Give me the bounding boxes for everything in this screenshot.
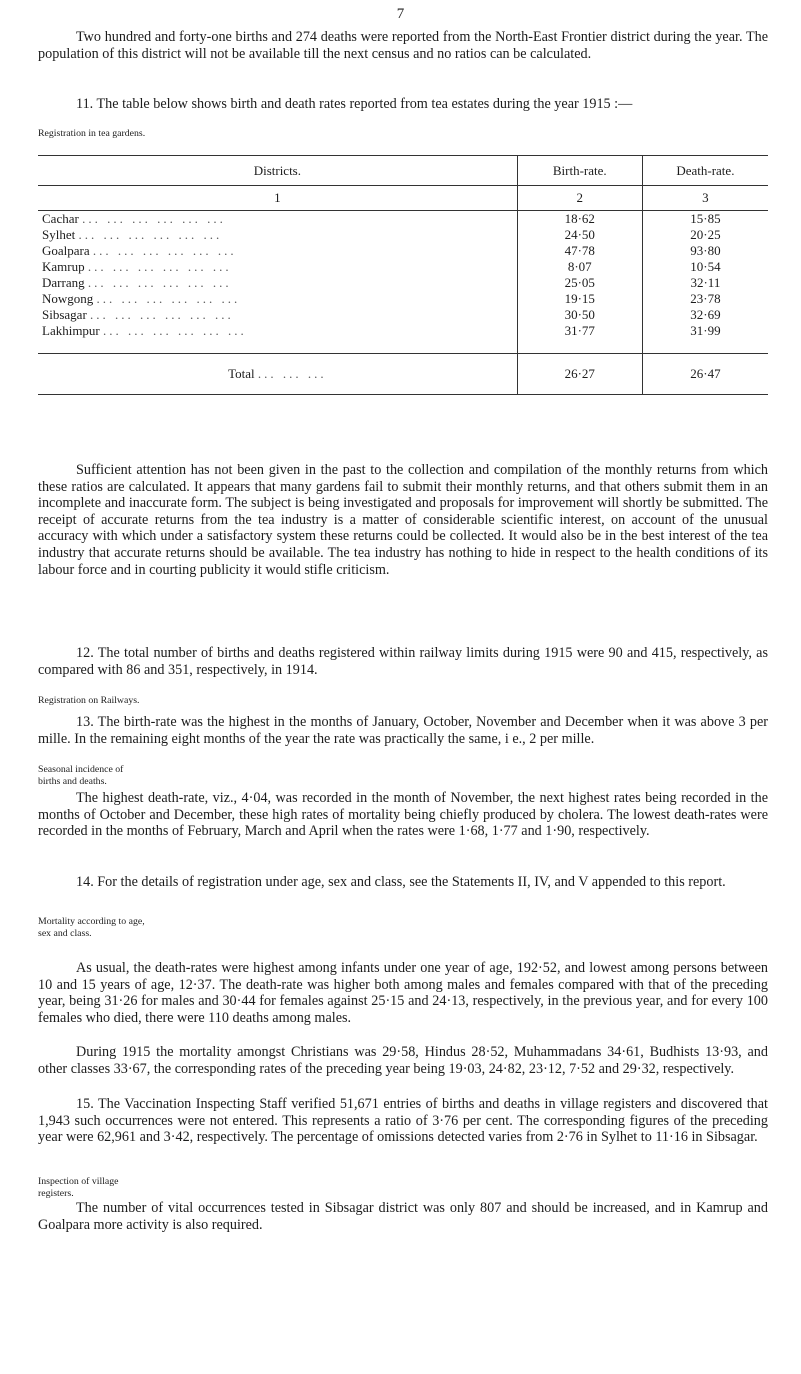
paragraph-12-text: 12. The total number of births and deaths registered within railway limits during 1915 were 90 and 415, respectively, as compared with 86 and 351, respectively, in 1914. xyxy=(38,645,768,678)
table-row: Cachar ... ... ... ... ... ... 18·62 15·85 xyxy=(38,211,768,228)
header-death-rate: Death-rate. xyxy=(642,156,768,186)
paragraph-as-usual: As usual, the death-rates were highest among infants under one year of age, 192·52, and lowest among persons between 10 and 15 years of age, 12·37. The death-rate was higher both among males and females compared with that of the preceding year, being 31·26 for males and 30·44 for females against 25·15 and 24·13, respectively, in the previous year, and for every 100 females who died, there were 110 deaths among males. xyxy=(38,960,768,1026)
paragraph-12-intro xyxy=(38,645,768,678)
paragraph-sufficient-attention: Sufficient attention has not been given in the past to the collection and compilation of the monthly returns from which these ratios are calculated. It appears that many gardens fail to submit their monthly returns, and that others submit them in an incomplete and inaccurate form. The subject is being investigated and proposals for improvement will shortly be submitted. The receipt of accurate returns from the tea industry is a matter of considerable scientific interest, on account of the unusual accuracy with which under a satisfactory system these returns could be collected. It would also be in the best interest of the tea industry that accurate returns should be available. The tea industry has nothing to hide in respect to the health conditions of its labour force and in courting publicity it would stifle criticism. xyxy=(38,462,768,578)
paragraph-14: 14. For the details of registration under age, sex and class, see the Statements II, IV, and V appended to this report. xyxy=(76,874,726,890)
header-birth-rate: Birth-rate. xyxy=(517,156,642,186)
district-name: Sibsagar xyxy=(42,307,87,322)
table-row: Sylhet ... ... ... ... ... ... 24·50 20·25 xyxy=(38,227,768,243)
column-number: 1 xyxy=(274,190,281,205)
total-label: Total xyxy=(228,366,255,381)
death-rate-value: 23·78 xyxy=(642,291,768,307)
birth-rate-value: 18·62 xyxy=(517,211,642,228)
death-rate-value: 32·11 xyxy=(642,275,768,291)
paragraph-15: 15. The Vaccination Inspecting Staff verified 51,671 entries of births and deaths in village registers and discovered that 1,943 such occurrences were not entered. This represents a ratio of 3·76 per cent. The corresponding figures of the preceding year were 62,961 and 3·42, respectively. The percentage of omissions detected varies from 2·76 in Sylhet to 11·16 in Sibsagar. xyxy=(38,1096,768,1146)
birth-rate-value: 25·05 xyxy=(517,275,642,291)
table-row: Darrang ... ... ... ... ... ... 25·05 32·11 xyxy=(38,275,768,291)
table-total-row: Total ... ... ... 26·27 26·47 xyxy=(38,354,768,395)
tea-estates-rates-table xyxy=(38,155,768,395)
total-death-rate: 26·47 xyxy=(642,354,768,395)
margin-note-railways: Registration on Railways. xyxy=(38,695,140,706)
paragraph-11-number: 11. xyxy=(76,96,94,112)
column-number: 3 xyxy=(642,186,768,211)
death-rate-value: 15·85 xyxy=(642,211,768,228)
paragraph-11 xyxy=(38,96,768,113)
paragraph-13: 13. The birth-rate was the highest in the months of January, October, November and December when it was above 3 per mille. In the remaining eight months of the year the rate was practically the same, i e., 2 per mille. xyxy=(38,714,768,747)
margin-note-inspection: Inspection of village registers. xyxy=(38,1176,119,1199)
death-rate-value: 10·54 xyxy=(642,259,768,275)
district-name: Nowgong xyxy=(42,291,94,306)
paragraph-11-text: The table below shows birth and death rates reported from tea estates during the year 1915 :— xyxy=(96,96,633,112)
table-row: Goalpara ... ... ... ... ... ... 47·78 93·80 xyxy=(38,243,768,259)
paragraph-north-east-frontier: Two hundred and forty-one births and 274 deaths were reported from the North-East Frontier district during the year. The population of this district will not be available till the next census and no ratios can be calculated. xyxy=(38,29,768,62)
paragraph-during-1915: During 1915 the mortality amongst Christians was 29·58, Hindus 28·52, Muhammadans 34·61, Budhists 13·93, and other classes 33·67, the corresponding rates of the preceding year being 19·03, 24·82, 23·12, 7·52 and 29·32, respectively. xyxy=(38,1044,768,1077)
birth-rate-value: 24·50 xyxy=(517,227,642,243)
paragraph-13-continued: The highest death-rate, viz., 4·04, was recorded in the month of November, the next highest rates being recorded in the months of October and December, these high rates of mortality being chiefly produced by cholera. The lowest death-rates were recorded in the months of February, March and April when the rates were 1·68, 1·77 and 1·90, respectively. xyxy=(38,790,768,840)
paragraph-vital-occurrences: The number of vital occurrences tested in Sibsagar district was only 807 and should be increased, and in Kamrup and Goalpara more activity is also required. xyxy=(38,1200,768,1233)
margin-note-seasonal: Seasonal incidence of births and deaths. xyxy=(38,764,124,787)
birth-rate-value: 47·78 xyxy=(517,243,642,259)
district-name: Cachar xyxy=(42,211,79,226)
table-row: Lakhimpur ... ... ... ... ... ... 31·77 31·99 xyxy=(38,323,768,339)
district-name: Kamrup xyxy=(42,259,85,274)
margin-note-mortality: Mortality according to age, sex and class. xyxy=(38,916,145,939)
death-rate-value: 93·80 xyxy=(642,243,768,259)
district-name: Lakhimpur xyxy=(42,323,100,338)
birth-rate-value: 30·50 xyxy=(517,307,642,323)
margin-note-tea-gardens: Registration in tea gardens. xyxy=(38,128,146,139)
birth-rate-value: 19·15 xyxy=(517,291,642,307)
district-name: Sylhet xyxy=(42,227,76,242)
death-rate-value: 32·69 xyxy=(642,307,768,323)
header-districts: Districts. xyxy=(253,162,301,178)
district-name: Darrang xyxy=(42,275,85,290)
birth-rate-value: 8·07 xyxy=(517,259,642,275)
birth-rate-value: 31·77 xyxy=(517,323,642,339)
page-number: 7 xyxy=(396,6,405,22)
district-name: Goalpara xyxy=(42,243,90,258)
table-row: Kamrup ... ... ... ... ... ... 8·07 10·54 xyxy=(38,259,768,275)
death-rate-value: 31·99 xyxy=(642,323,768,339)
total-birth-rate: 26·27 xyxy=(517,354,642,395)
table-row: Sibsagar ... ... ... ... ... ... 30·50 32·69 xyxy=(38,307,768,323)
death-rate-value: 20·25 xyxy=(642,227,768,243)
table-row: Nowgong ... ... ... ... ... ... 19·15 23·78 xyxy=(38,291,768,307)
column-number: 2 xyxy=(517,186,642,211)
